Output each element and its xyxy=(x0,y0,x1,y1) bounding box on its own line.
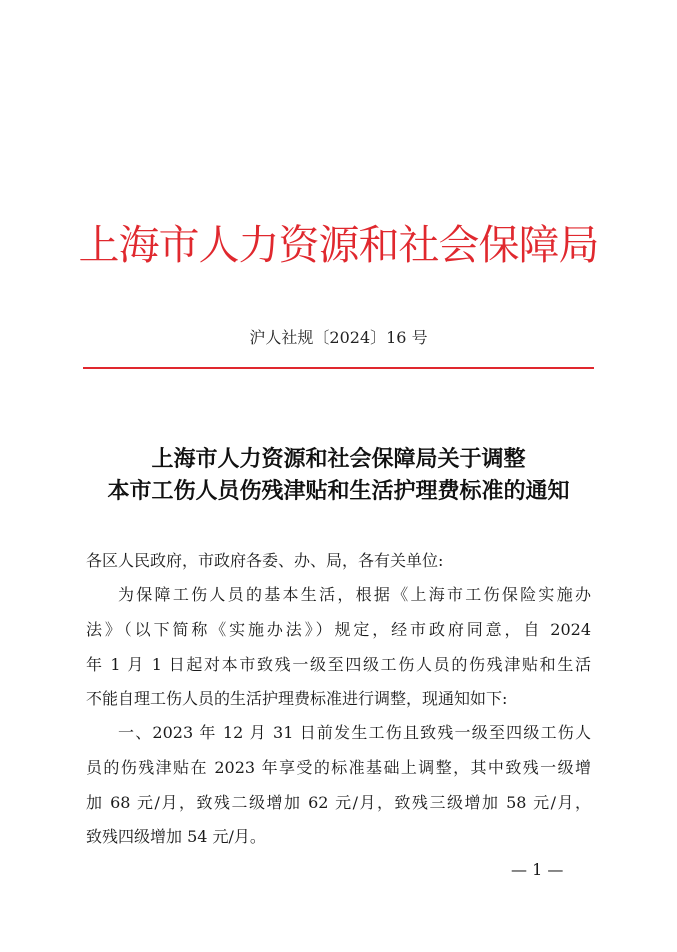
document-title-line-2: 本市工伤人员伤残津贴和生活护理费标准的通知 xyxy=(107,479,570,504)
paragraph-1-line-2: 法》（以下简称《实施办法》）规定，经市政府同意，自 2024 xyxy=(86,620,591,639)
paragraph-2-line-1: 一、2023 年 12 月 31 日前发生工伤且致残一级至四级工伤人 xyxy=(118,723,591,742)
paragraph-2-line-3: 加 68 元/月，致残二级增加 62 元/月，致残三级增加 58 元/月， xyxy=(86,793,591,812)
paragraph-2-line-2: 员的伤残津贴在 2023 年享受的标准基础上调整，其中致残一级增 xyxy=(86,758,591,777)
paragraph-1-line-3: 年 1 月 1 日起对本市致残一级至四级工伤人员的伤残津贴和生活 xyxy=(86,655,591,674)
paragraph-1-line-4: 不能自理工伤人员的生活护理费标准进行调整，现通知如下: xyxy=(86,689,508,708)
document-number: 沪人社规〔2024〕16 号 xyxy=(249,328,428,347)
paragraph-2-line-4: 致残四级增加 54 元/月。 xyxy=(86,827,266,846)
page-number: — 1 — xyxy=(511,860,564,879)
paragraph-1-line-1: 为保障工伤人员的基本生活，根据《上海市工伤保险实施办 xyxy=(118,585,591,604)
document-title-line-1: 上海市人力资源和社会保障局关于调整 xyxy=(151,447,526,472)
red-divider xyxy=(83,367,594,369)
agency-header: 上海市人力资源和社会保障局 xyxy=(78,221,599,269)
salutation: 各区人民政府，市政府各委、办、局，各有关单位: xyxy=(86,551,444,570)
document-title xyxy=(0,444,677,508)
